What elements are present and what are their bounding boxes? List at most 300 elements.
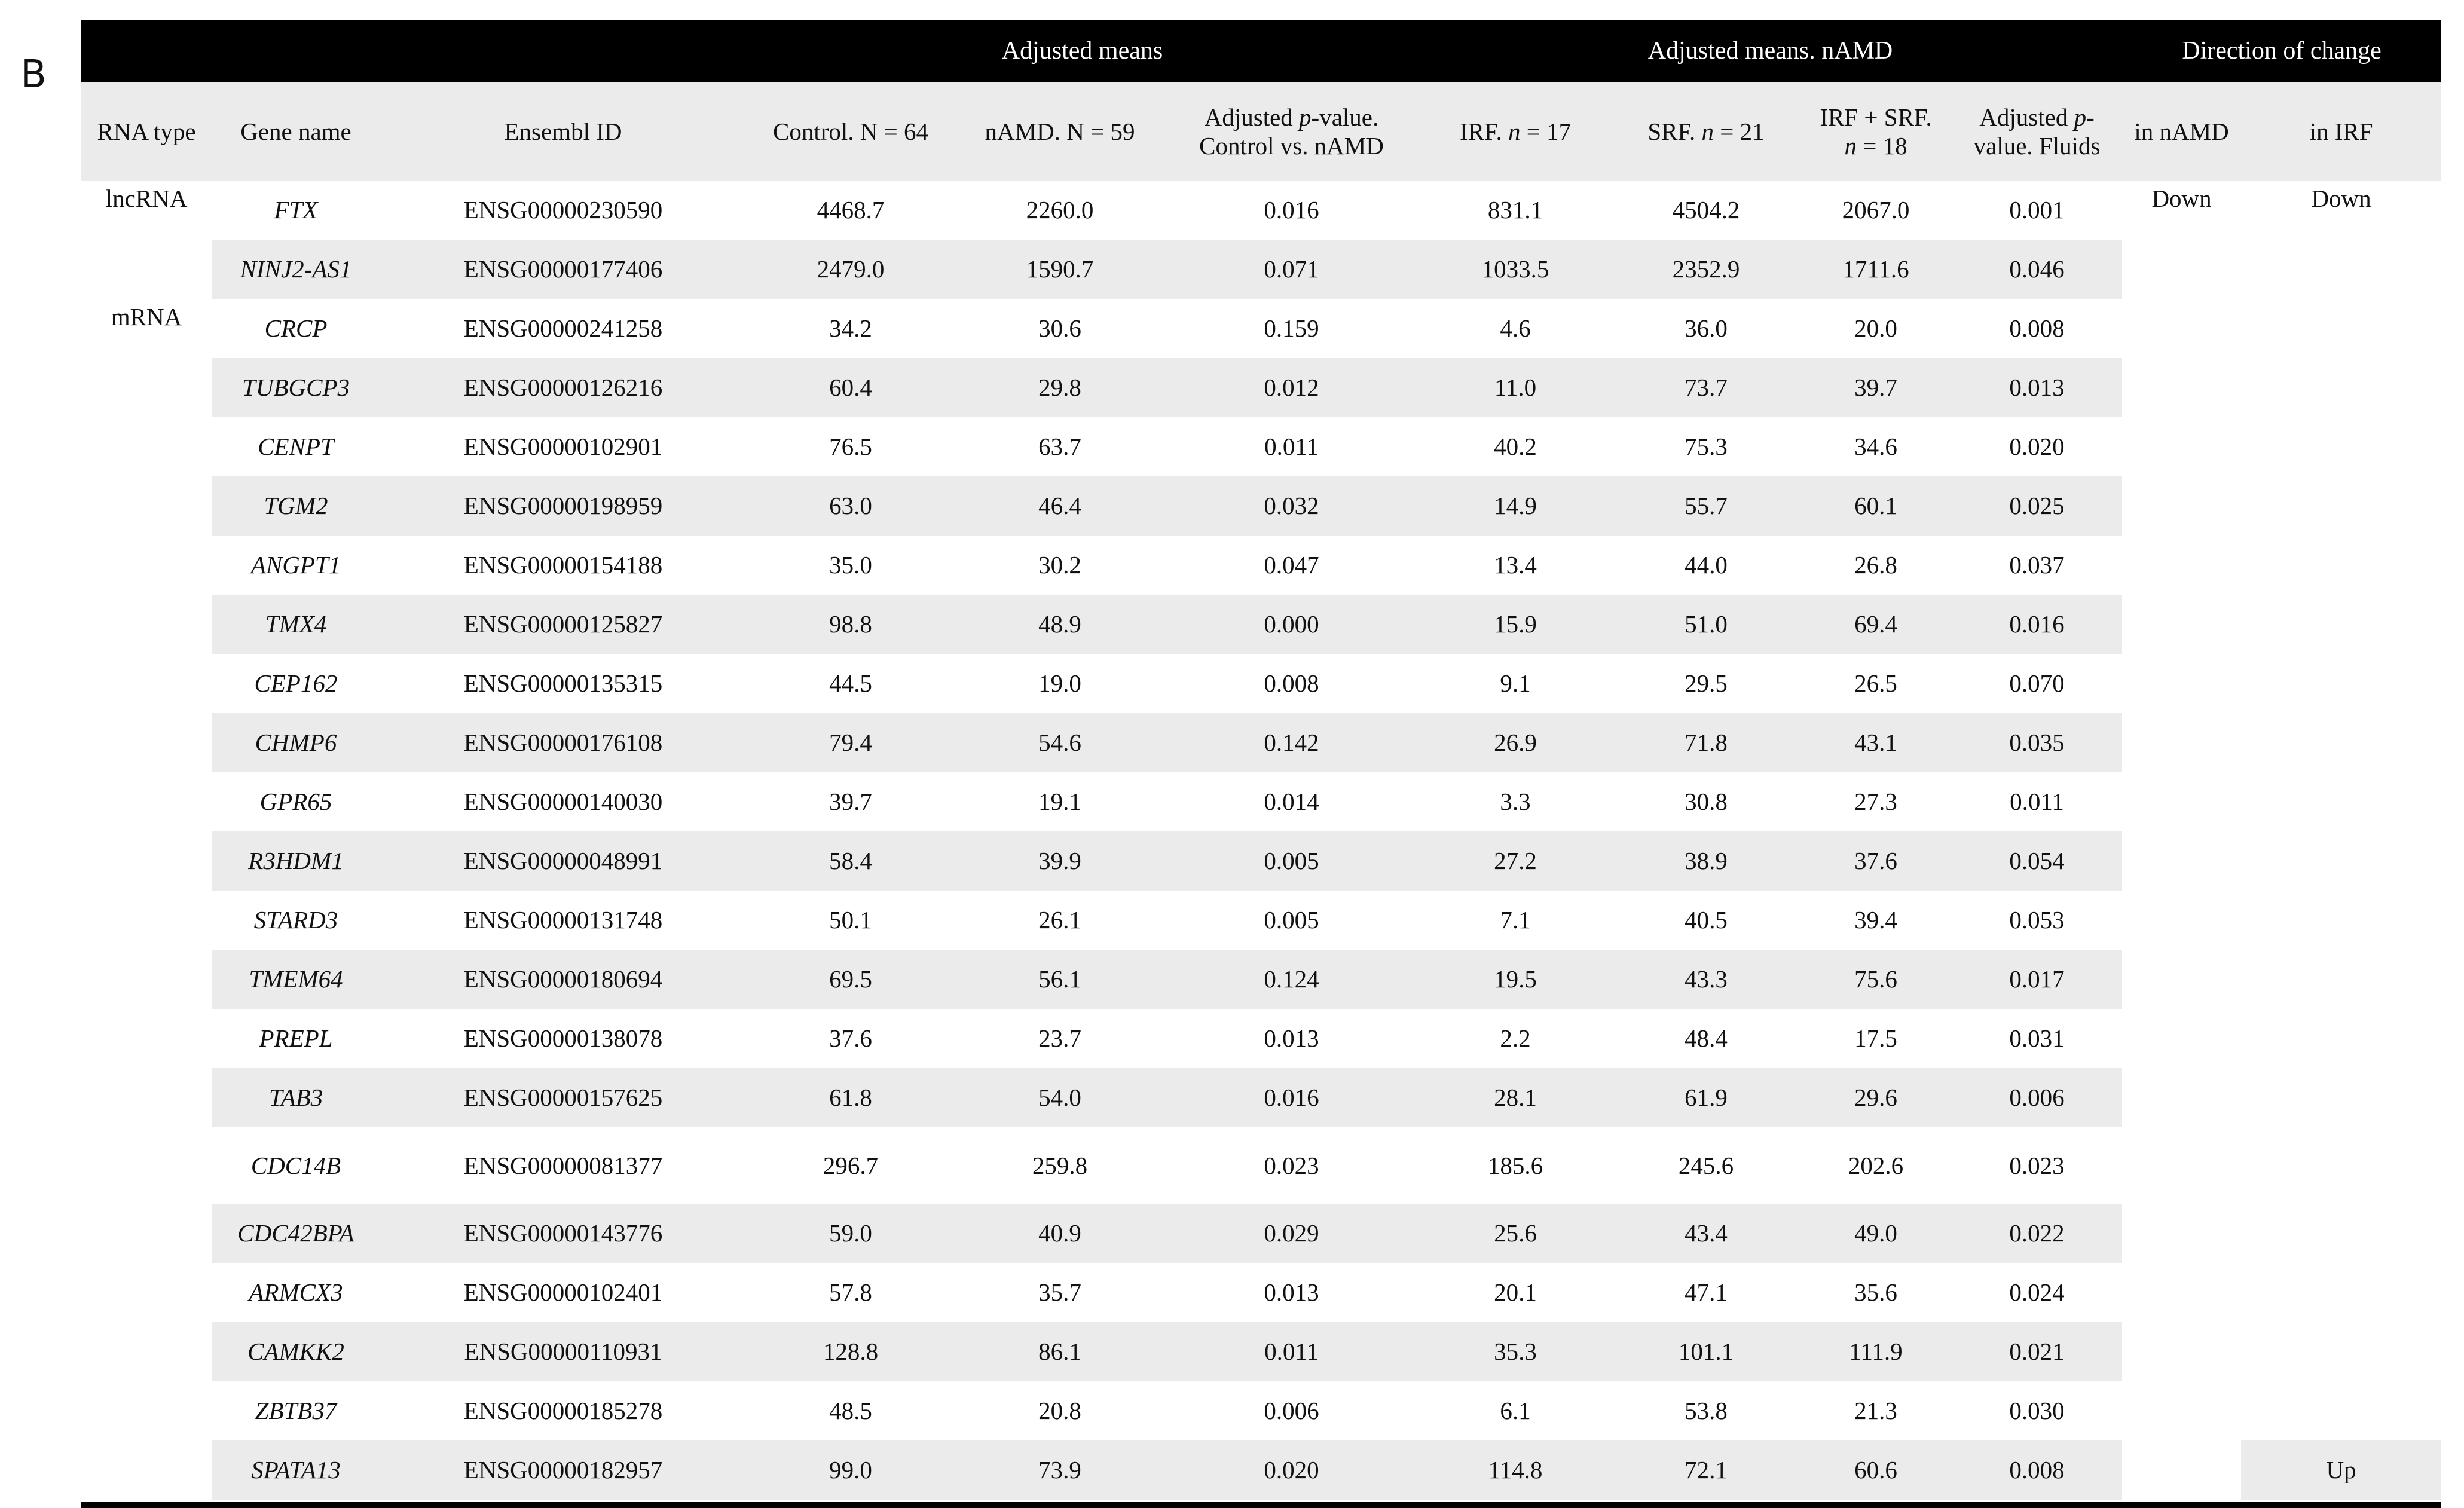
pvalue-control-vs-namd-cell: 0.047 — [1264, 551, 1319, 579]
irf-srf-mean-cell: 37.6 — [1800, 831, 1952, 891]
srf-mean-cell: 2352.9 — [1612, 240, 1800, 299]
pval-cvn-prefix: Adjusted — [1204, 103, 1300, 131]
control-mean-cell: 58.4 — [746, 831, 955, 891]
srf-mean-cell: 47.1 — [1685, 1278, 1728, 1307]
namd-mean-cell: 39.9 — [955, 831, 1164, 891]
rna-type-cell — [81, 1440, 212, 1500]
pvalue-control-vs-namd-cell: 0.159 — [1264, 314, 1319, 342]
srf-mean-cell: 75.3 — [1685, 433, 1728, 461]
pvalue-fluids-cell: 0.006 — [1952, 1068, 2122, 1127]
direction-namd-cell — [2122, 950, 2241, 1009]
results-table — [81, 20, 2441, 1500]
irf-mean-cell: 28.1 — [1419, 1068, 1612, 1127]
gene-name-cell: CHMP6 — [212, 713, 380, 772]
table-row — [81, 1263, 2441, 1322]
namd-mean-cell: 48.9 — [955, 595, 1164, 654]
rna-type-cell — [81, 1204, 212, 1263]
gene-name-cell: FTX — [274, 196, 318, 224]
gene-name-cell: TUBGCP3 — [212, 358, 380, 417]
irf-srf-mean-cell: 60.1 — [1800, 476, 1952, 536]
group-header-row — [81, 20, 2441, 82]
table-row — [81, 654, 2441, 713]
irf-srf-mean-cell: 27.3 — [1854, 788, 1897, 816]
irf-mean-cell: 3.3 — [1500, 788, 1531, 816]
table-row — [81, 1440, 2441, 1500]
rna-type-cell — [81, 1009, 212, 1068]
pval-fl-line2: value. Fluids — [1973, 132, 2101, 160]
col-header-pvalue-control-vs-namd — [1164, 82, 1419, 181]
irf-srf-mean-cell: 2067.0 — [1842, 196, 1910, 224]
col-header-namd: nAMD. N = 59 — [955, 82, 1164, 181]
ensembl-id-cell: ENSG00000230590 — [463, 196, 663, 224]
direction-namd-cell — [2122, 1204, 2241, 1263]
direction-irf-cell — [2241, 299, 2441, 358]
srf-n: n — [1701, 117, 1714, 145]
gene-name-cell: CDC42BPA — [212, 1204, 380, 1263]
group-header-direction-of-change: Direction of change — [2122, 20, 2441, 82]
control-mean-cell: 37.6 — [829, 1024, 872, 1053]
gene-name-cell: TGM2 — [212, 476, 380, 536]
pval-cvn-p: p — [1299, 103, 1312, 131]
pval-fl-prefix: Adjusted — [1979, 103, 2074, 131]
srf-mean-cell: 44.0 — [1685, 551, 1728, 579]
rna-type-cell — [81, 831, 212, 891]
irf-suffix: = 17 — [1520, 117, 1572, 145]
direction-irf-cell — [2241, 1204, 2441, 1263]
pvalue-control-vs-namd-cell: 0.012 — [1164, 358, 1419, 417]
col-header-control: Control. N = 64 — [746, 82, 955, 181]
namd-mean-cell: 35.7 — [1038, 1278, 1081, 1307]
ensembl-id-cell: ENSG00000135315 — [463, 669, 663, 698]
irfsrf-line1: IRF + SRF. — [1820, 103, 1932, 131]
gene-name-cell: CRCP — [264, 314, 328, 342]
namd-mean-cell: 73.9 — [955, 1440, 1164, 1500]
namd-mean-cell: 46.4 — [955, 476, 1164, 536]
irf-mean-cell: 9.1 — [1500, 669, 1531, 698]
pvalue-control-vs-namd-cell: 0.013 — [1264, 1024, 1319, 1053]
srf-mean-cell: 43.3 — [1612, 950, 1800, 1009]
control-mean-cell: 4468.7 — [817, 196, 885, 224]
pvalue-fluids-cell: 0.025 — [1952, 476, 2122, 536]
results-table-container — [81, 20, 2441, 1500]
irfsrf-suffix: = 18 — [1856, 132, 1907, 160]
rna-type-cell — [81, 654, 212, 713]
table-row — [81, 1068, 2441, 1127]
irf-srf-mean-cell: 1711.6 — [1800, 240, 1952, 299]
col-header-ensembl-id: Ensembl ID — [380, 82, 746, 181]
pvalue-fluids-cell: 0.037 — [2009, 551, 2065, 579]
direction-irf-cell — [2241, 417, 2441, 476]
irf-srf-mean-cell: 69.4 — [1800, 595, 1952, 654]
gene-name-cell: ZBTB37 — [255, 1397, 337, 1425]
col-header-in-namd: in nAMD — [2122, 82, 2241, 181]
rna-type-cell — [81, 1127, 212, 1204]
pvalue-fluids-cell: 0.031 — [2009, 1024, 2065, 1053]
direction-namd-cell — [2122, 595, 2241, 654]
srf-mean-cell: 40.5 — [1685, 906, 1728, 934]
direction-irf-cell — [2241, 1127, 2441, 1204]
pvalue-fluids-cell: 0.021 — [1952, 1322, 2122, 1381]
rna-type-cell — [81, 240, 212, 299]
table-row — [81, 240, 2441, 299]
rna-type-cell — [81, 772, 212, 831]
rna-type-cell — [81, 417, 212, 476]
col-header-srf — [1612, 82, 1800, 181]
irf-srf-mean-cell: 17.5 — [1854, 1024, 1897, 1053]
irf-srf-mean-cell: 43.1 — [1800, 713, 1952, 772]
rna-type-cell — [81, 1322, 212, 1381]
irf-srf-mean-cell: 21.3 — [1854, 1397, 1897, 1425]
col-header-irf-srf — [1800, 82, 1952, 181]
table-row — [81, 772, 2441, 831]
namd-mean-cell: 1590.7 — [955, 240, 1164, 299]
ensembl-id-cell: ENSG00000198959 — [380, 476, 746, 536]
table-row — [81, 1204, 2441, 1263]
gene-name-cell: SPATA13 — [212, 1440, 380, 1500]
control-mean-cell: 61.8 — [746, 1068, 955, 1127]
irf-mean-cell: 114.8 — [1419, 1440, 1612, 1500]
srf-mean-cell: 29.5 — [1685, 669, 1728, 698]
control-mean-cell: 60.4 — [746, 358, 955, 417]
pvalue-control-vs-namd-cell: 0.006 — [1264, 1397, 1319, 1425]
direction-namd-cell — [2122, 417, 2241, 476]
pvalue-control-vs-namd-cell: 0.000 — [1164, 595, 1419, 654]
irf-srf-mean-cell: 49.0 — [1800, 1204, 1952, 1263]
direction-namd-cell — [2122, 831, 2241, 891]
ensembl-id-cell: ENSG00000081377 — [463, 1151, 663, 1179]
rna-type-cell — [81, 713, 212, 772]
direction-irf-cell — [2241, 1263, 2441, 1322]
col-header-gene-name: Gene name — [212, 82, 380, 181]
srf-mean-cell: 72.1 — [1612, 1440, 1800, 1500]
ensembl-id-cell: ENSG00000102901 — [463, 433, 663, 461]
irf-srf-mean-cell: 39.7 — [1800, 358, 1952, 417]
rna-type-cell — [81, 595, 212, 654]
irf-mean-cell: 2.2 — [1500, 1024, 1531, 1053]
ensembl-id-cell: ENSG00000180694 — [380, 950, 746, 1009]
pvalue-control-vs-namd-cell: 0.023 — [1264, 1151, 1319, 1179]
namd-mean-cell: 20.8 — [1038, 1397, 1081, 1425]
direction-namd-cell: Down — [2151, 185, 2212, 212]
ensembl-id-cell: ENSG00000125827 — [380, 595, 746, 654]
pval-fl-p: p — [2074, 103, 2087, 131]
srf-mean-cell: 71.8 — [1612, 713, 1800, 772]
gene-name-cell: TMEM64 — [212, 950, 380, 1009]
direction-namd-cell — [2122, 299, 2241, 358]
irf-mean-cell: 26.9 — [1419, 713, 1612, 772]
srf-mean-cell: 4504.2 — [1672, 196, 1740, 224]
pvalue-fluids-cell: 0.030 — [2009, 1397, 2065, 1425]
direction-irf-cell — [2241, 831, 2441, 891]
irf-srf-mean-cell: 20.0 — [1854, 314, 1897, 342]
srf-mean-cell: 36.0 — [1685, 314, 1728, 342]
namd-mean-cell: 29.8 — [955, 358, 1164, 417]
irf-srf-mean-cell: 202.6 — [1848, 1151, 1904, 1179]
rna-type-cell: lncRNA — [105, 185, 188, 212]
ensembl-id-cell: ENSG00000138078 — [463, 1024, 663, 1053]
direction-irf-cell — [2241, 536, 2441, 595]
direction-irf-cell — [2241, 240, 2441, 299]
pvalue-control-vs-namd-cell: 0.142 — [1164, 713, 1419, 772]
srf-mean-cell: 55.7 — [1612, 476, 1800, 536]
namd-mean-cell: 19.0 — [1038, 669, 1081, 698]
rna-type-cell — [81, 1381, 212, 1440]
direction-irf-cell — [2241, 476, 2441, 536]
namd-mean-cell: 63.7 — [1038, 433, 1081, 461]
gene-name-cell: CAMKK2 — [212, 1322, 380, 1381]
gene-name-cell: CEP162 — [254, 669, 338, 698]
direction-irf-cell: Up — [2241, 1440, 2441, 1500]
ensembl-id-cell: ENSG00000143776 — [380, 1204, 746, 1263]
irf-mean-cell: 15.9 — [1419, 595, 1612, 654]
irf-mean-cell: 13.4 — [1494, 551, 1537, 579]
pval-cvn-suffix: -value. — [1311, 103, 1379, 131]
pvalue-fluids-cell: 0.053 — [2009, 906, 2065, 934]
gene-name-cell: R3HDM1 — [212, 831, 380, 891]
control-mean-cell: 39.7 — [829, 788, 872, 816]
gene-name-cell: PREPL — [259, 1024, 333, 1053]
col-header-irf — [1419, 82, 1612, 181]
direction-irf-cell — [2241, 713, 2441, 772]
gene-name-cell: ARMCX3 — [249, 1278, 343, 1307]
irf-srf-mean-cell: 111.9 — [1800, 1322, 1952, 1381]
irf-mean-cell: 1033.5 — [1419, 240, 1612, 299]
control-mean-cell: 63.0 — [746, 476, 955, 536]
gene-name-cell: CENPT — [258, 433, 334, 461]
direction-namd-cell — [2122, 1440, 2241, 1500]
control-mean-cell: 128.8 — [746, 1322, 955, 1381]
pvalue-fluids-cell: 0.035 — [1952, 713, 2122, 772]
direction-namd-cell — [2122, 476, 2241, 536]
namd-mean-cell: 26.1 — [1038, 906, 1081, 934]
direction-namd-cell — [2122, 891, 2241, 950]
rna-type-cell — [81, 1068, 212, 1127]
pvalue-control-vs-namd-cell: 0.071 — [1164, 240, 1419, 299]
gene-name-cell: ANGPT1 — [250, 551, 341, 579]
direction-irf-cell — [2241, 772, 2441, 831]
ensembl-id-cell: ENSG00000102401 — [463, 1278, 663, 1307]
ensembl-id-cell: ENSG00000176108 — [380, 713, 746, 772]
namd-mean-cell: 19.1 — [1038, 788, 1081, 816]
pvalue-control-vs-namd-cell: 0.016 — [1164, 1068, 1419, 1127]
srf-suffix: = 21 — [1714, 117, 1765, 145]
rna-type-cell — [81, 1263, 212, 1322]
namd-mean-cell: 30.2 — [1038, 551, 1081, 579]
column-header-row — [81, 82, 2441, 181]
col-header-in-irf: in IRF — [2241, 82, 2441, 181]
table-row — [81, 950, 2441, 1009]
direction-namd-cell — [2122, 1009, 2241, 1068]
irf-mean-cell: 25.6 — [1419, 1204, 1612, 1263]
table-row — [81, 1127, 2441, 1204]
irf-mean-cell: 7.1 — [1500, 906, 1531, 934]
pvalue-control-vs-namd-cell: 0.029 — [1164, 1204, 1419, 1263]
table-row — [81, 1322, 2441, 1381]
control-mean-cell: 99.0 — [746, 1440, 955, 1500]
pvalue-fluids-cell: 0.011 — [2010, 788, 2064, 816]
table-row — [81, 713, 2441, 772]
pvalue-control-vs-namd-cell: 0.005 — [1264, 906, 1319, 934]
gene-name-cell: NINJ2-AS1 — [212, 240, 380, 299]
bottom-rule — [81, 1502, 2441, 1508]
gene-name-cell: TMX4 — [212, 595, 380, 654]
gene-name-cell: STARD3 — [253, 906, 338, 934]
srf-mean-cell: 61.9 — [1612, 1068, 1800, 1127]
irf-srf-mean-cell: 26.8 — [1854, 551, 1897, 579]
irf-mean-cell: 27.2 — [1419, 831, 1612, 891]
direction-namd-cell — [2122, 240, 2241, 299]
namd-mean-cell: 86.1 — [955, 1322, 1164, 1381]
table-row — [81, 1009, 2441, 1068]
pvalue-control-vs-namd-cell: 0.124 — [1164, 950, 1419, 1009]
pvalue-control-vs-namd-cell: 0.013 — [1264, 1278, 1319, 1307]
direction-namd-cell — [2122, 1068, 2241, 1127]
rna-type-cell — [81, 950, 212, 1009]
direction-irf-cell — [2241, 358, 2441, 417]
irf-mean-cell: 11.0 — [1419, 358, 1612, 417]
srf-mean-cell: 101.1 — [1612, 1322, 1800, 1381]
direction-irf-cell — [2241, 1068, 2441, 1127]
irf-mean-cell: 20.1 — [1494, 1278, 1537, 1307]
irf-mean-cell: 6.1 — [1500, 1397, 1531, 1425]
irfsrf-n: n — [1844, 132, 1857, 160]
ensembl-id-cell: ENSG00000140030 — [463, 788, 663, 816]
srf-mean-cell: 43.4 — [1612, 1204, 1800, 1263]
pvalue-fluids-cell: 0.070 — [2009, 669, 2065, 698]
direction-irf-cell — [2241, 1009, 2441, 1068]
irf-mean-cell: 19.5 — [1419, 950, 1612, 1009]
pvalue-control-vs-namd-cell: 0.032 — [1164, 476, 1419, 536]
pvalue-fluids-cell: 0.023 — [2009, 1151, 2065, 1179]
srf-mean-cell: 48.4 — [1685, 1024, 1728, 1053]
pvalue-fluids-cell: 0.020 — [2009, 433, 2065, 461]
direction-namd-cell — [2122, 713, 2241, 772]
pvalue-fluids-cell: 0.022 — [1952, 1204, 2122, 1263]
irf-srf-mean-cell: 75.6 — [1800, 950, 1952, 1009]
control-mean-cell: 98.8 — [746, 595, 955, 654]
col-header-rna-type: RNA type — [81, 82, 212, 181]
group-header-spacer — [81, 20, 746, 82]
control-mean-cell: 79.4 — [746, 713, 955, 772]
direction-irf-cell — [2241, 595, 2441, 654]
gene-name-cell: TAB3 — [212, 1068, 380, 1127]
table-row — [81, 299, 2441, 358]
direction-namd-cell — [2122, 358, 2241, 417]
direction-irf-cell — [2241, 950, 2441, 1009]
irf-srf-mean-cell: 39.4 — [1854, 906, 1897, 934]
srf-mean-cell: 51.0 — [1612, 595, 1800, 654]
table-row — [81, 891, 2441, 950]
srf-mean-cell: 53.8 — [1685, 1397, 1728, 1425]
group-header-adjusted-means-namd: Adjusted means. nAMD — [1419, 20, 2122, 82]
irf-n: n — [1508, 117, 1521, 145]
irf-mean-cell: 185.6 — [1487, 1151, 1543, 1179]
direction-irf-cell — [2241, 891, 2441, 950]
direction-namd-cell — [2122, 1127, 2241, 1204]
pval-fl-suffix: - — [2086, 103, 2095, 131]
pvalue-fluids-cell: 0.016 — [1952, 595, 2122, 654]
namd-mean-cell: 2260.0 — [1026, 196, 1094, 224]
rna-type-cell: mRNA — [111, 303, 182, 331]
control-mean-cell: 2479.0 — [746, 240, 955, 299]
rna-type-cell — [81, 358, 212, 417]
pvalue-control-vs-namd-cell: 0.016 — [1264, 196, 1319, 224]
direction-namd-cell — [2122, 1381, 2241, 1440]
pvalue-control-vs-namd-cell: 0.005 — [1164, 831, 1419, 891]
pvalue-control-vs-namd-cell: 0.011 — [1164, 1322, 1419, 1381]
ensembl-id-cell: ENSG00000126216 — [380, 358, 746, 417]
ensembl-id-cell: ENSG00000241258 — [463, 314, 663, 342]
control-mean-cell: 50.1 — [829, 906, 872, 934]
rna-type-cell — [81, 476, 212, 536]
irf-srf-mean-cell: 60.6 — [1800, 1440, 1952, 1500]
ensembl-id-cell: ENSG00000185278 — [463, 1397, 663, 1425]
direction-namd-cell — [2122, 654, 2241, 713]
direction-namd-cell — [2122, 772, 2241, 831]
pvalue-fluids-cell: 0.024 — [2009, 1278, 2065, 1307]
control-mean-cell: 34.2 — [829, 314, 872, 342]
pvalue-fluids-cell: 0.013 — [1952, 358, 2122, 417]
pvalue-fluids-cell: 0.017 — [1952, 950, 2122, 1009]
irf-prefix: IRF. — [1459, 117, 1508, 145]
pvalue-control-vs-namd-cell: 0.020 — [1164, 1440, 1419, 1500]
ensembl-id-cell: ENSG00000182957 — [380, 1440, 746, 1500]
pvalue-control-vs-namd-cell: 0.008 — [1264, 669, 1319, 698]
ensembl-id-cell: ENSG00000157625 — [380, 1068, 746, 1127]
namd-mean-cell: 23.7 — [1038, 1024, 1081, 1053]
control-mean-cell: 296.7 — [823, 1151, 879, 1179]
direction-namd-cell — [2122, 1263, 2241, 1322]
direction-irf-cell: Down — [2311, 185, 2371, 212]
table-row — [81, 417, 2441, 476]
srf-prefix: SRF. — [1647, 117, 1702, 145]
ensembl-id-cell: ENSG00000177406 — [380, 240, 746, 299]
col-header-pvalue-fluids — [1952, 82, 2122, 181]
control-mean-cell: 59.0 — [746, 1204, 955, 1263]
ensembl-id-cell: ENSG00000131748 — [463, 906, 663, 934]
table-row — [81, 358, 2441, 417]
srf-mean-cell: 38.9 — [1612, 831, 1800, 891]
control-mean-cell: 69.5 — [746, 950, 955, 1009]
pvalue-control-vs-namd-cell: 0.011 — [1264, 433, 1319, 461]
irf-srf-mean-cell: 29.6 — [1800, 1068, 1952, 1127]
pvalue-fluids-cell: 0.054 — [1952, 831, 2122, 891]
irf-srf-mean-cell: 35.6 — [1854, 1278, 1897, 1307]
irf-mean-cell: 14.9 — [1419, 476, 1612, 536]
pvalue-fluids-cell: 0.001 — [2009, 196, 2065, 224]
table-body — [81, 181, 2441, 1500]
direction-namd-cell — [2122, 1322, 2241, 1381]
table-row — [81, 476, 2441, 536]
table-row — [81, 1381, 2441, 1440]
direction-irf-cell — [2241, 1322, 2441, 1381]
ensembl-id-cell: ENSG00000154188 — [463, 551, 663, 579]
table-row — [81, 181, 2441, 240]
control-mean-cell: 57.8 — [829, 1278, 872, 1307]
namd-mean-cell: 30.6 — [1038, 314, 1081, 342]
pvalue-fluids-cell: 0.046 — [1952, 240, 2122, 299]
irf-mean-cell: 35.3 — [1419, 1322, 1612, 1381]
irf-srf-mean-cell: 26.5 — [1854, 669, 1897, 698]
pvalue-control-vs-namd-cell: 0.014 — [1264, 788, 1319, 816]
namd-mean-cell: 54.0 — [955, 1068, 1164, 1127]
panel-label: B — [20, 53, 47, 97]
namd-mean-cell: 56.1 — [955, 950, 1164, 1009]
control-mean-cell: 44.5 — [829, 669, 872, 698]
control-mean-cell: 48.5 — [829, 1397, 872, 1425]
irf-srf-mean-cell: 34.6 — [1854, 433, 1897, 461]
direction-irf-cell — [2241, 1381, 2441, 1440]
